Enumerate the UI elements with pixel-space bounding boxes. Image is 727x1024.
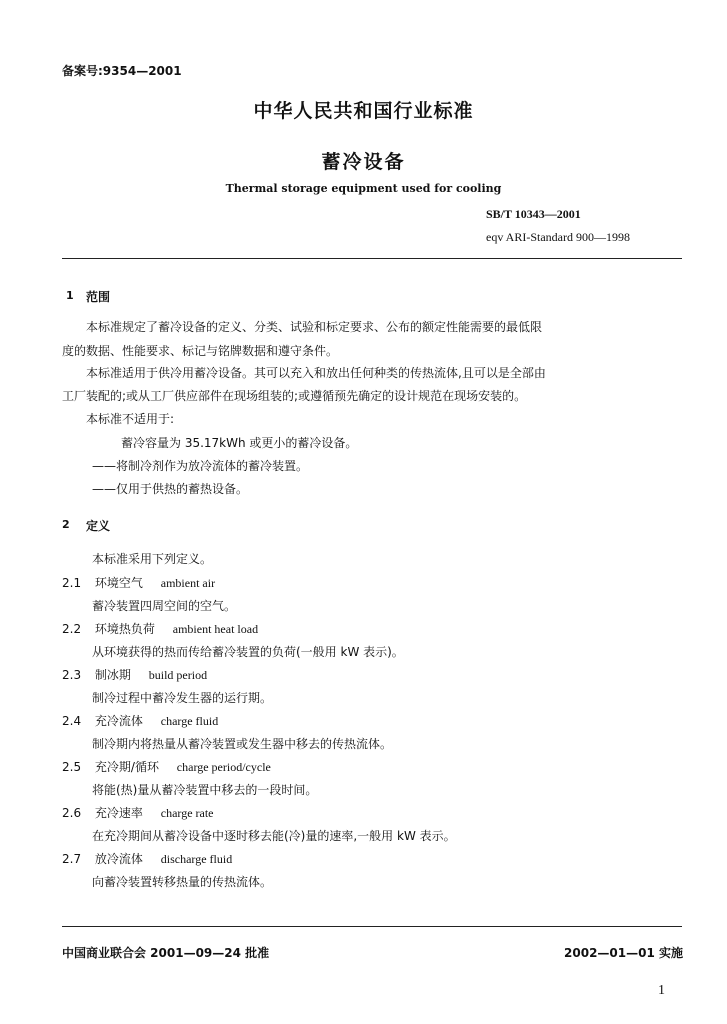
page-number: 1 [658, 983, 665, 998]
record-number: 备案号:9354—2001 [62, 64, 182, 78]
term-number: 2.2 [62, 622, 82, 636]
term-en: build period [148, 668, 208, 682]
term-cn: 充冷流体 [94, 714, 143, 728]
term-cn: 制冰期 [94, 668, 131, 682]
term-definition: 在充冷期间从蓄冷设备中逐时移去能(冷)量的速率,一般用 kW 表示。 [92, 829, 456, 843]
term-en: charge fluid [160, 714, 219, 728]
section-2-number: 2 [62, 518, 70, 531]
section-1-item-2: ——将制冷剂作为放冷流体的蓄冷装置。 [92, 459, 309, 473]
term-heading [62, 850, 232, 867]
header-divider [62, 258, 682, 259]
document-title-en: Thermal storage equipment used for cooling [225, 182, 502, 195]
term-en: charge period/cycle [176, 760, 271, 774]
term-heading [62, 758, 271, 775]
term-number: 2.1 [62, 576, 82, 590]
term-cn: 环境空气 [94, 576, 143, 590]
term-en: ambient air [160, 576, 216, 590]
term-heading [62, 574, 215, 591]
equivalent-standard: eqv ARI-Standard 900—1998 [486, 230, 630, 244]
term-en: charge rate [160, 806, 214, 820]
term-cn: 环境热负荷 [94, 622, 155, 636]
term-number: 2.6 [62, 806, 82, 820]
term-definition: 蓄冷装置四周空间的空气。 [92, 599, 237, 613]
section-1-para2-line2: 工厂装配的;或从工厂供应部件在现场组装的;或遵循预先确定的设计规范在现场安装的。 [62, 389, 527, 403]
term-cn: 充冷期/循环 [94, 760, 159, 774]
term-heading [62, 804, 214, 821]
term-en: ambient heat load [172, 622, 259, 636]
standard-category-title: 中华人民共和国行业标准 [253, 100, 474, 122]
section-1-heading: 范围 [86, 290, 111, 304]
section-1-para1-line2: 度的数据、性能要求、标记与铭牌数据和遵守条件。 [62, 344, 339, 358]
section-2-intro: 本标准采用下列定义。 [92, 552, 213, 566]
section-2-heading: 定义 [86, 519, 111, 533]
term-number: 2.5 [62, 760, 82, 774]
term-definition: 制冷期内将热量从蓄冷装置或发生器中移去的传热流体。 [92, 737, 393, 751]
section-1-not-apply: 本标准不适用于: [86, 412, 175, 426]
section-1-para1-line1: 本标准规定了蓄冷设备的定义、分类、试验和标定要求、公布的额定性能需要的最低限 [86, 320, 543, 334]
approval-date: 中国商业联合会 2001—09—24 批准 [62, 946, 270, 960]
section-1-para2-line1: 本标准适用于供冷用蓄冷设备。其可以充入和放出任何种类的传热流体,且可以是全部由 [86, 366, 546, 380]
implementation-date: 2002—01—01 实施 [564, 946, 683, 960]
term-cn: 放冷流体 [94, 852, 143, 866]
term-number: 2.3 [62, 668, 82, 682]
section-1-number: 1 [66, 289, 74, 302]
term-heading [62, 712, 218, 729]
term-heading [62, 620, 258, 637]
footer-divider [62, 926, 682, 927]
standard-code: SB/T 10343—2001 [486, 207, 581, 221]
document-title-cn: 蓄冷设备 [321, 151, 406, 173]
term-number: 2.4 [62, 714, 82, 728]
term-cn: 充冷速率 [94, 806, 143, 820]
section-1-item-1: 蓄冷容量为 35.17kWh 或更小的蓄冷设备。 [121, 436, 358, 450]
term-en: discharge fluid [160, 852, 233, 866]
term-definition: 制冷过程中蓄冷发生器的运行期。 [92, 691, 273, 705]
term-heading [62, 666, 207, 683]
term-definition: 向蓄冷装置转移热量的传热流体。 [92, 875, 273, 889]
term-number: 2.7 [62, 852, 82, 866]
term-definition: 从环境获得的热而传给蓄冷装置的负荷(一般用 kW 表示)。 [92, 645, 404, 659]
section-1-item-3: ——仅用于供热的蓄热设备。 [92, 482, 249, 496]
term-definition: 将能(热)量从蓄冷装置中移去的一段时间。 [92, 783, 318, 797]
